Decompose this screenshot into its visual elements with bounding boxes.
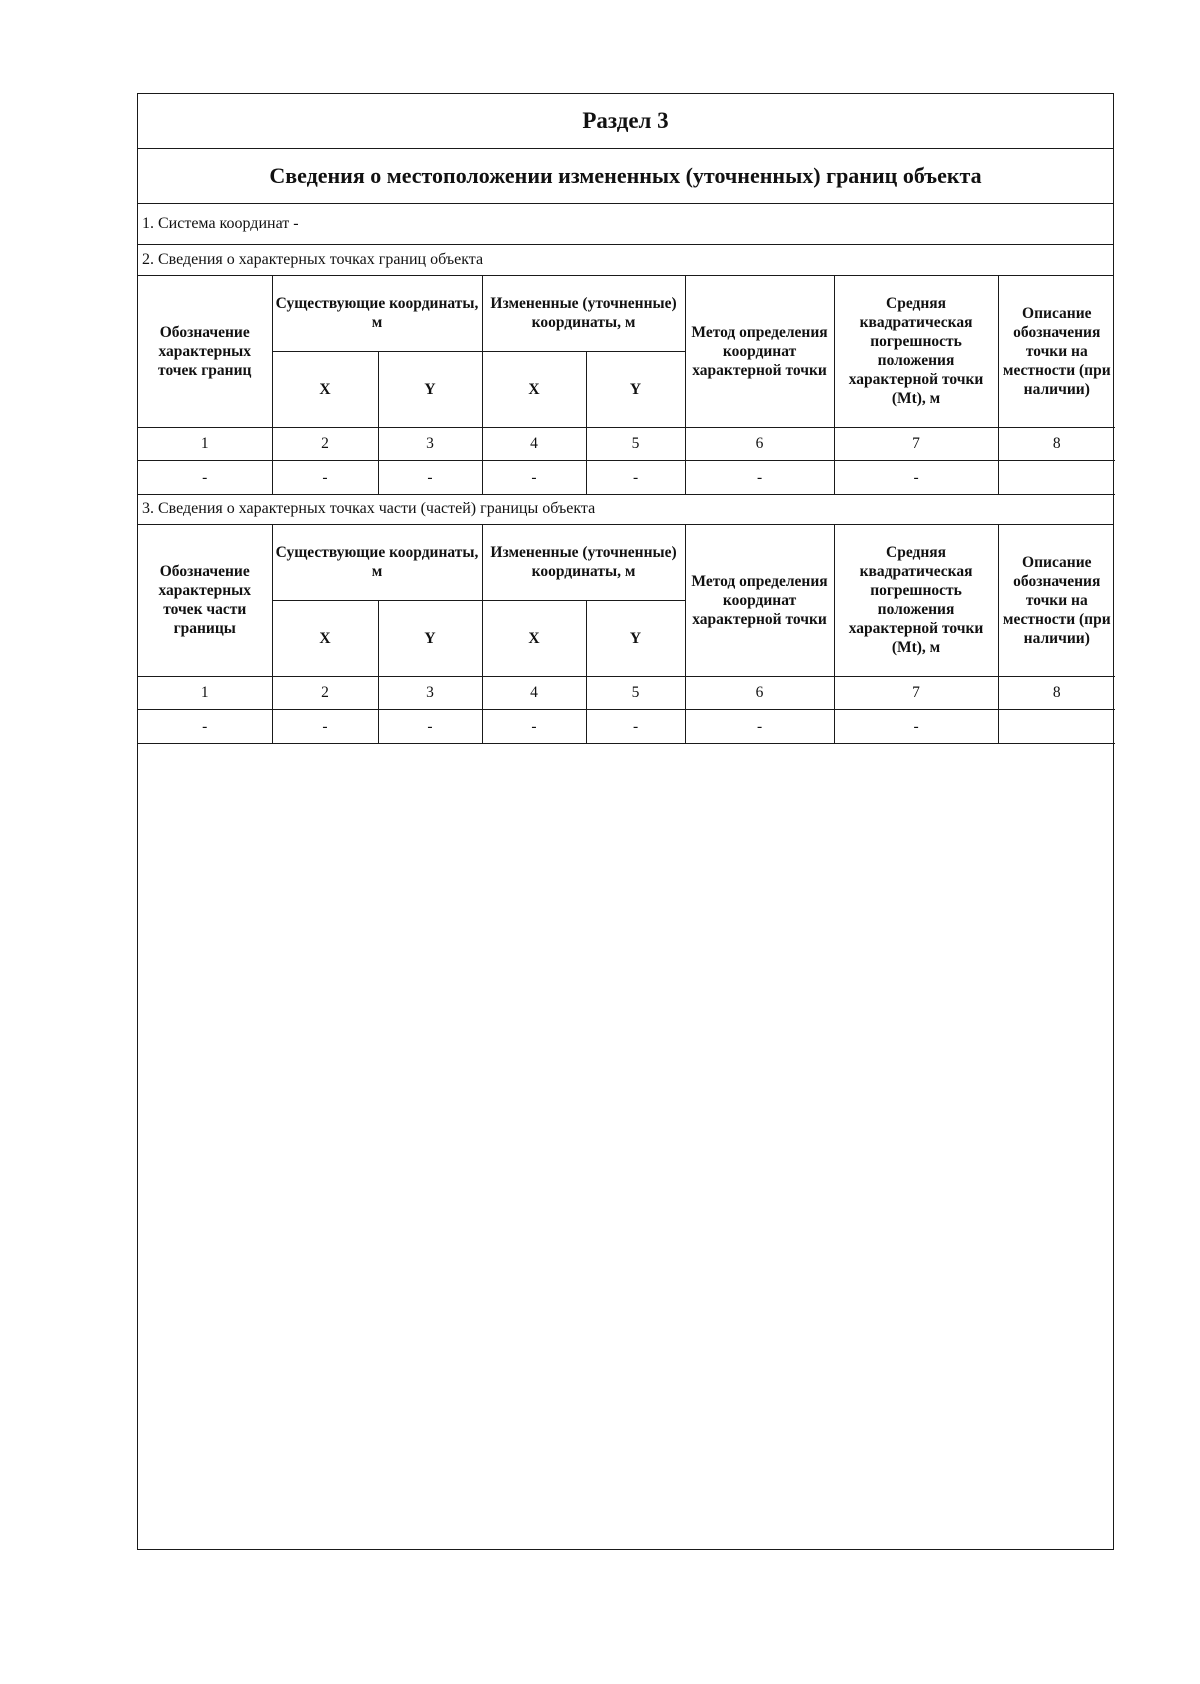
boundary-points-table xyxy=(138,276,1115,495)
table-cell: - xyxy=(378,460,482,494)
header-x-changed: X xyxy=(482,351,586,427)
table-row xyxy=(138,709,1115,743)
column-number: 2 xyxy=(272,427,378,460)
header-point-designation: Обозначение характерных точек границ xyxy=(138,276,272,427)
header-method: Метод определения координат характерной точки xyxy=(685,525,834,676)
header-y-changed: Y xyxy=(586,600,685,676)
column-number: 8 xyxy=(998,427,1115,460)
header-existing-coords: Существующие координаты, м xyxy=(272,525,482,600)
column-number: 5 xyxy=(586,427,685,460)
header-x-existing: X xyxy=(272,600,378,676)
column-number: 3 xyxy=(378,676,482,709)
table-cell: - xyxy=(378,709,482,743)
coordinate-system-line: 1. Система координат - xyxy=(138,204,1113,245)
header-x-existing: X xyxy=(272,351,378,427)
column-number: 3 xyxy=(378,427,482,460)
header-point-designation: Обозначение характерных точек части границы xyxy=(138,525,272,676)
column-number: 1 xyxy=(138,427,272,460)
subsection-3-heading: 3. Сведения о характерных точках части (частей) границы объекта xyxy=(138,494,1113,525)
column-number: 4 xyxy=(482,676,586,709)
header-changed-coords: Измененные (уточненные) координаты, м xyxy=(482,276,685,351)
column-number: 8 xyxy=(998,676,1115,709)
table-cell: - xyxy=(834,460,998,494)
table-cell xyxy=(998,460,1115,494)
table-cell: - xyxy=(272,460,378,494)
column-number: 1 xyxy=(138,676,272,709)
table-cell: - xyxy=(138,709,272,743)
section-title: Раздел 3 xyxy=(138,94,1113,149)
header-x-changed: X xyxy=(482,600,586,676)
column-number: 7 xyxy=(834,676,998,709)
table-cell: - xyxy=(138,460,272,494)
header-existing-coords: Существующие координаты, м xyxy=(272,276,482,351)
part-boundary-points-table xyxy=(138,525,1115,744)
column-number-row xyxy=(138,676,1115,709)
subsection-2-heading: 2. Сведения о характерных точках границ объекта xyxy=(138,245,1113,276)
column-number: 5 xyxy=(586,676,685,709)
column-number-row xyxy=(138,427,1115,460)
table-cell: - xyxy=(482,709,586,743)
table-cell: - xyxy=(272,709,378,743)
header-y-existing: Y xyxy=(378,351,482,427)
header-method: Метод определения координат характерной точки xyxy=(685,276,834,427)
table-cell xyxy=(998,709,1115,743)
column-number: 6 xyxy=(685,427,834,460)
table-cell: - xyxy=(685,709,834,743)
header-changed-coords: Измененные (уточненные) координаты, м xyxy=(482,525,685,600)
header-y-existing: Y xyxy=(378,600,482,676)
header-y-changed: Y xyxy=(586,351,685,427)
main-title: Сведения о местоположении измененных (уточненных) границ объекта xyxy=(138,149,1113,204)
column-number: 4 xyxy=(482,427,586,460)
header-mean-square-error: Средняя квадратическая погрешность положения характерной точки (Mt), м xyxy=(834,276,998,427)
table-cell: - xyxy=(834,709,998,743)
column-number: 6 xyxy=(685,676,834,709)
table-cell: - xyxy=(586,709,685,743)
table-cell: - xyxy=(482,460,586,494)
table-cell: - xyxy=(685,460,834,494)
header-point-description: Описание обозначения точки на местности (при наличии) xyxy=(998,276,1115,427)
table-cell: - xyxy=(586,460,685,494)
document-frame xyxy=(137,93,1114,1550)
column-number: 2 xyxy=(272,676,378,709)
column-number: 7 xyxy=(834,427,998,460)
header-point-description: Описание обозначения точки на местности (при наличии) xyxy=(998,525,1115,676)
table-row xyxy=(138,460,1115,494)
header-mean-square-error: Средняя квадратическая погрешность положения характерной точки (Mt), м xyxy=(834,525,998,676)
